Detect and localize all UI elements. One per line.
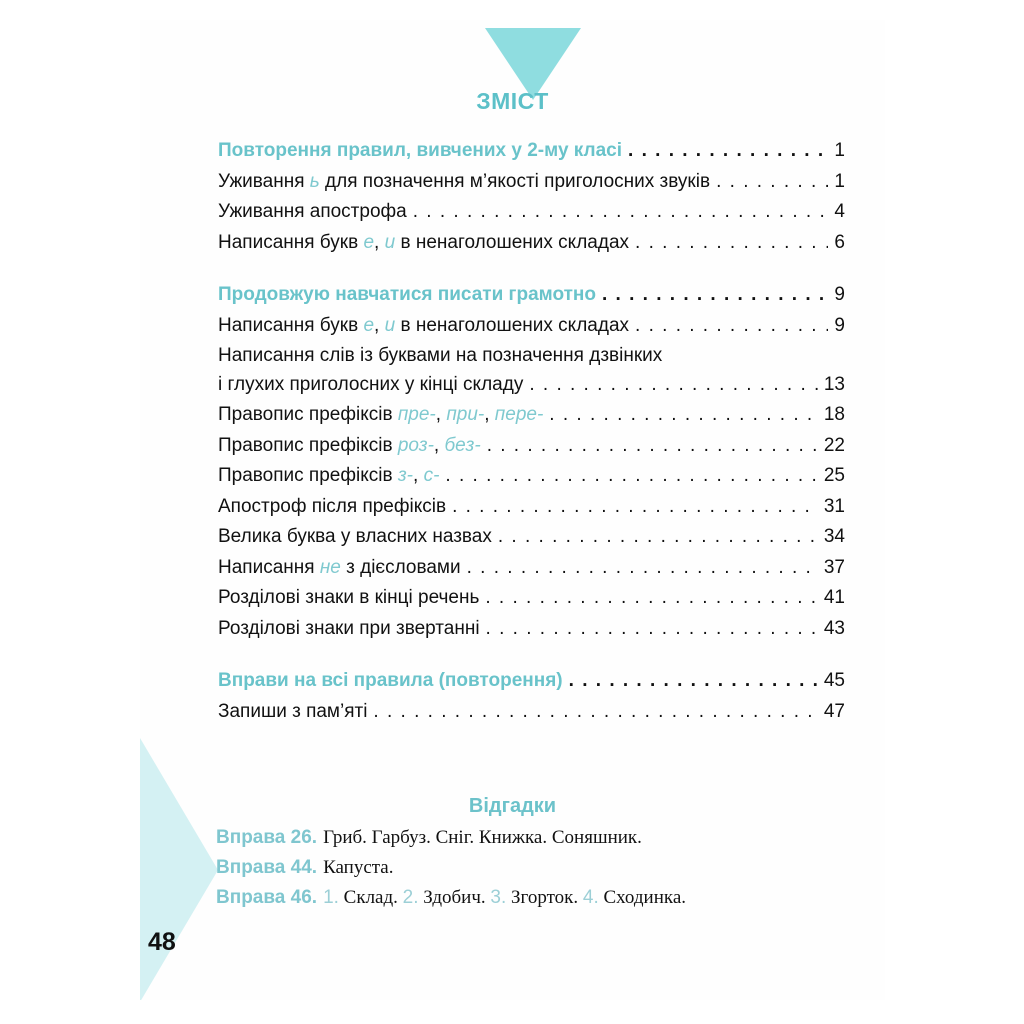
toc-text: Написання букв [218,314,364,336]
toc-text: , [413,465,424,486]
toc-text: Уживання [218,170,310,192]
toc-text: , [374,314,385,336]
toc-page-number: 37 [823,556,845,578]
toc-page-number: 6 [834,231,845,253]
toc-text: Уживання апострофа [218,201,407,222]
toc-entry[interactable] [218,587,845,618]
dot-leader [445,465,817,487]
toc-entry-title [218,201,407,223]
toc-entry-title [218,404,543,426]
toc-highlight: ь [309,170,320,192]
answer-number: 2. [402,887,419,908]
toc-entry-title [218,435,481,457]
dot-leader [487,435,818,457]
page-title: ЗМІСТ [476,88,549,114]
dot-leader [413,201,829,223]
toc-entry[interactable] [218,701,845,732]
toc-entry[interactable] [218,435,845,466]
toc-entry[interactable] [218,201,845,232]
toc-text: Апостроф після префіксів [218,495,447,517]
toc-page-number: 22 [823,434,845,456]
dot-leader [485,587,817,609]
dot-leader [467,557,818,579]
dot-leader [452,496,818,518]
toc-entry[interactable] [218,557,845,588]
toc-text: Запиши з пам’яті [218,700,368,722]
toc-text: Правопис префіксів [218,404,398,425]
toc-page-number: 1 [834,170,845,192]
answer-number: 1. [323,887,339,908]
toc-highlight: не [319,556,341,578]
toc-text: Розділові знаки при звертанні [218,617,480,639]
toc-entry-title [218,587,479,609]
toc-section-heading[interactable] [218,140,845,171]
toc-page-number: 43 [823,617,845,639]
toc-entry-title [218,496,446,518]
answer-label: Вправа 26. [216,827,318,848]
toc-entry[interactable] [218,618,845,649]
answer-item [216,827,686,857]
toc-highlight: пере- [494,404,544,425]
toc-text: Повторення правил, вивчених у 2-му класі [218,140,623,161]
toc-entry-title [218,374,523,396]
dot-leader [602,284,828,306]
toc-section-heading[interactable] [218,284,845,315]
toc-text: Правопис префіксів [218,434,398,456]
toc-highlight: е [363,231,375,253]
toc-highlight: и [384,314,396,336]
book-page [140,20,885,1000]
toc-highlight: роз- [397,434,434,456]
answer-item [216,887,686,917]
dot-leader [486,618,818,640]
toc-entry-title [218,701,367,723]
toc-entry[interactable] [218,232,845,263]
answer-text: Склад. [338,887,403,908]
page-number: 48 [148,928,176,956]
toc-page-number: 1 [834,140,845,161]
answers-list [216,827,686,917]
decorative-triangle-left [140,738,218,1000]
toc-entry[interactable] [218,171,845,202]
dot-leader [569,670,818,692]
toc-page-number: 47 [823,700,845,722]
toc-text: , [435,404,447,425]
dot-leader [373,701,817,723]
toc-page-number: 25 [823,465,845,486]
toc-entry[interactable] [218,345,845,404]
answer-text: Сходинка. [598,887,687,908]
answer-text: Здобич. [418,887,491,908]
toc-highlight: и [384,231,396,253]
toc-page-number: 9 [834,284,845,305]
dot-leader [529,374,818,396]
dot-leader [716,171,828,193]
answer-item [216,857,686,887]
answer-number: 4. [582,887,599,908]
toc-entry-title [218,284,596,306]
toc-entry[interactable] [218,315,845,346]
toc-entry-title [218,232,629,254]
toc-text: , [374,231,385,253]
toc-text: Велика буква у власних назвах [218,526,492,547]
toc-page-number: 45 [823,670,845,691]
toc-text: для позначення м’якості приголосних звуків [319,170,711,192]
toc-entry-line2 [218,374,845,404]
toc-entry[interactable] [218,404,845,435]
answer-text: Капуста. [323,857,394,878]
toc-entry[interactable] [218,526,845,557]
toc-page-number: 34 [823,526,845,547]
toc-highlight: с- [423,465,440,486]
dot-leader [498,526,818,548]
toc-text: Продовжую навчатися писати грамотно [218,284,596,305]
table-of-contents [218,140,845,731]
toc-highlight: пре- [397,404,436,425]
toc-highlight: з- [397,465,413,486]
dot-leader [549,404,818,426]
toc-text: Розділові знаки в кінці речень [218,587,480,608]
toc-entry-title [218,171,710,193]
dot-leader [635,315,828,337]
toc-text: і глухих приголосних у кінці складу [218,374,524,395]
toc-page-number: 13 [823,374,845,395]
toc-entry[interactable] [218,465,845,496]
toc-section-heading[interactable] [218,670,845,701]
answers-title: Відгадки [468,795,557,817]
toc-text: з дієсловами [340,556,461,578]
answer-number: 3. [490,887,507,908]
toc-highlight: е [363,314,375,336]
toc-text: , [484,404,495,425]
toc-text: Правопис префіксів [218,465,398,486]
toc-entry-title [218,670,563,692]
toc-entry-title [218,465,439,487]
dot-leader [635,232,828,254]
toc-entry-title [218,557,461,579]
toc-highlight: при- [446,404,485,425]
toc-text: , [433,434,445,456]
answer-text: Гриб. Гарбуз. Сніг. Книжка. Соняшник. [323,827,642,848]
toc-page-number: 4 [834,201,845,222]
toc-text: в ненаголошених складах [395,231,630,253]
toc-entry-title [218,618,480,640]
toc-text: в ненаголошених складах [395,314,630,336]
toc-highlight: без- [444,434,481,456]
toc-text: Написання [218,556,320,578]
dot-leader [628,140,828,162]
answer-label: Вправа 44. [216,857,318,878]
toc-entry[interactable] [218,496,845,527]
answer-text: Згорток. [506,887,583,908]
toc-page-number: 31 [823,495,845,517]
toc-page-number: 18 [823,404,845,425]
toc-text: Вправи на всі правила (повторення) [218,670,563,691]
toc-entry-title [218,315,629,337]
toc-entry-title [218,140,622,162]
toc-page-number: 41 [823,587,845,608]
toc-entry-title [218,526,492,548]
toc-page-number: 9 [834,314,845,336]
toc-entry-text-line1: Написання слів із буквами на позначення дзвінких [218,345,663,366]
toc-text: Написання букв [218,231,364,253]
answer-label: Вправа 46. [216,887,318,908]
